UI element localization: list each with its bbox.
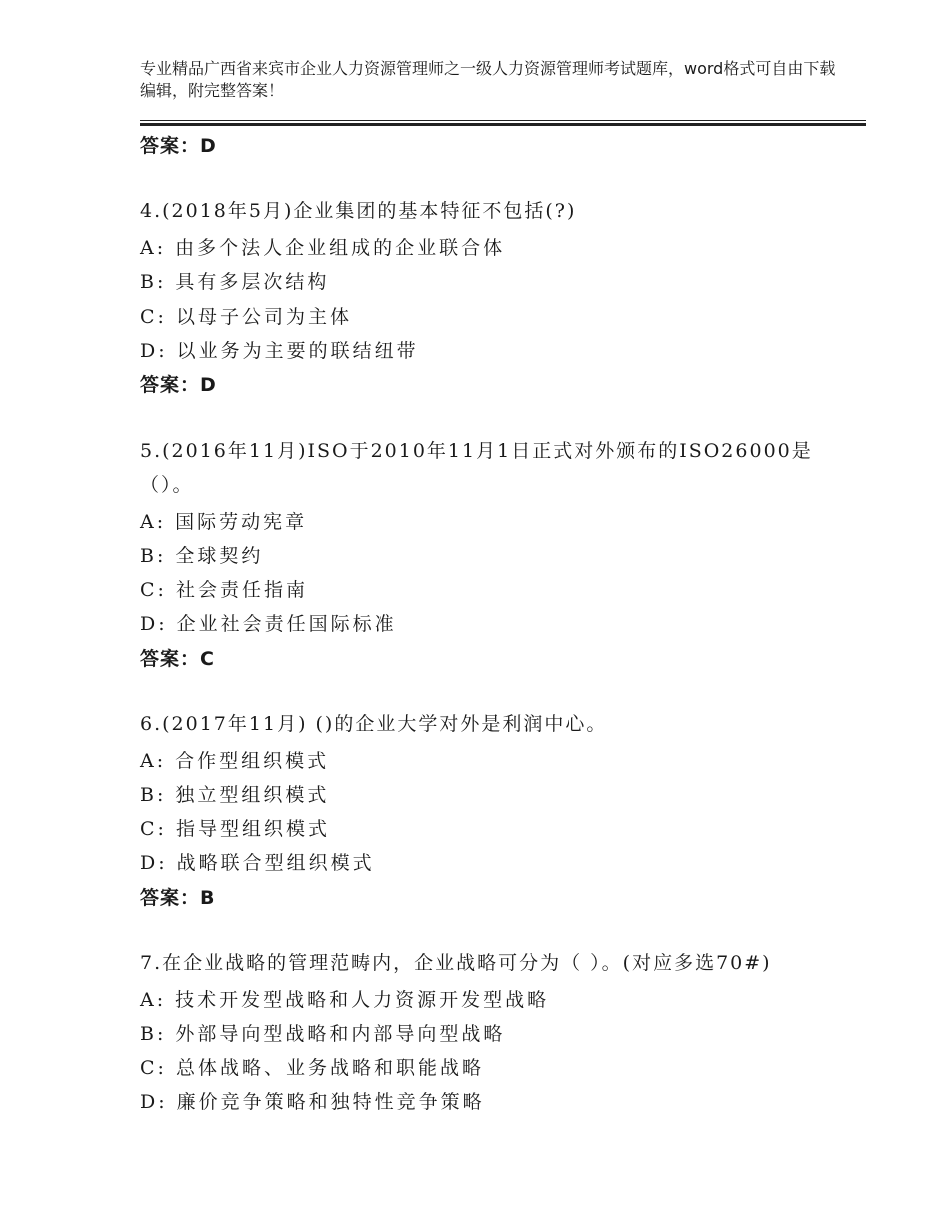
question-5-option-c: C: 社会责任指南 — [140, 579, 308, 601]
question-5-stem: 5.(2016年11月)ISO于2010年11月1日正式对外颁布的ISO26000是（）。 — [140, 440, 813, 496]
question-6-option-d: D: 战略联合型组织模式 — [140, 852, 375, 874]
question-6-stem: 6.(2017年11月) ()的企业大学对外是利润中心。 — [140, 713, 608, 735]
question-4-option-b: B: 具有多层次结构 — [140, 271, 330, 293]
question-6-option-a: A: 合作型组织模式 — [140, 750, 330, 772]
question-6-answer: 答案：B — [140, 887, 216, 909]
document-header: 专业精品广西省来宾市企业人力资源管理师之一级人力资源管理师考试题库，word格式可自由下载编辑，附完整答案！ — [140, 59, 836, 100]
header-rule-thick — [140, 123, 866, 126]
question-5-answer: 答案：C — [140, 648, 215, 670]
question-5-option-d: D: 企业社会责任国际标准 — [140, 613, 397, 635]
question-4-stem: 4.(2018年5月)企业集团的基本特征不包括(?) — [140, 200, 577, 222]
question-4-option-c: C: 以母子公司为主体 — [140, 306, 352, 328]
question-4-option-a: A: 由多个法人企业组成的企业联合体 — [140, 237, 506, 259]
question-4-option-d: D: 以业务为主要的联结纽带 — [140, 340, 419, 362]
question-7-option-c: C: 总体战略、业务战略和职能战略 — [140, 1057, 484, 1079]
question-7-option-d: D: 廉价竞争策略和独特性竞争策略 — [140, 1091, 485, 1113]
header-rule-thin — [140, 120, 866, 121]
question-5-option-a: A: 国际劳动宪章 — [140, 511, 308, 533]
question-7-option-b: B: 外部导向型战略和内部导向型战略 — [140, 1023, 506, 1045]
question-6-option-b: B: 独立型组织模式 — [140, 784, 330, 806]
question-6-option-c: C: 指导型组织模式 — [140, 818, 330, 840]
question-5-option-b: B: 全球契约 — [140, 545, 264, 567]
question-7-option-a: A: 技术开发型战略和人力资源开发型战略 — [140, 989, 550, 1011]
question-7-stem: 7.在企业战略的管理范畴内，企业战略可分为（ ）。(对应多选70#) — [140, 952, 772, 974]
answer-prev: 答案：D — [140, 135, 217, 157]
question-4-answer: 答案：D — [140, 374, 217, 396]
